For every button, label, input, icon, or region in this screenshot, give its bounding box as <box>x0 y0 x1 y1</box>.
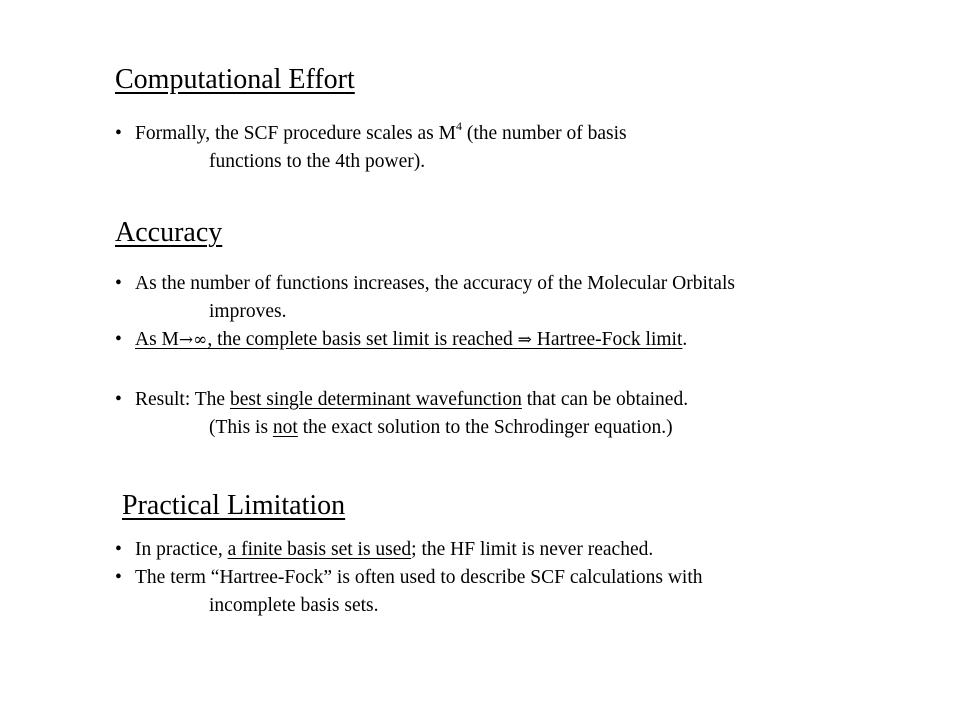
accuracy-text-line2: improves. <box>209 301 287 322</box>
bullet-hartree-fock-term <box>115 564 703 620</box>
scaling-text-post: (the number of basis <box>461 123 627 144</box>
hf-text-b: , the complete basis set limit is reached <box>207 329 518 350</box>
finite-text-underlined: a finite basis set is used <box>227 539 412 560</box>
bullet-result <box>115 386 688 442</box>
infinity-symbol: ∞ <box>193 330 208 350</box>
result-text-post: that can be obtained. <box>521 389 689 410</box>
term-text-line1: The term “Hartree-Fock” is often used to describe SCF calculations with <box>135 567 703 588</box>
arrow-right-icon: → <box>178 330 194 350</box>
bullet-scf-scaling <box>115 120 627 176</box>
bullet-finite-basis <box>115 536 653 564</box>
hf-text-end: . <box>682 329 688 350</box>
bullet-marker: • <box>115 273 122 294</box>
bullet-marker: • <box>115 329 122 350</box>
result-line2-post: the exact solution to the Schrodinger equation.) <box>297 417 673 438</box>
term-text-line2: incomplete basis sets. <box>209 595 379 616</box>
heading-practical-limitation: Practical Limitation <box>122 490 346 521</box>
finite-text-post: ; the HF limit is never reached. <box>411 539 654 560</box>
scaling-text-pre: Formally, the SCF procedure scales as M <box>135 123 456 144</box>
hf-text-c: Hartree-Fock limit <box>531 329 683 350</box>
bullet-marker: • <box>115 567 122 588</box>
result-text-pre: Result: The <box>135 389 230 410</box>
result-line2-underlined: not <box>272 417 298 438</box>
scaling-text-line2: functions to the 4th power). <box>209 151 426 172</box>
accuracy-text-line1: As the number of functions increases, the accuracy of the Molecular Orbitals <box>135 273 735 294</box>
bullet-marker: • <box>115 389 122 410</box>
hf-limit-underlined <box>135 329 682 350</box>
bullet-accuracy-improves <box>115 270 735 326</box>
result-line2-pre: (This is <box>209 417 273 438</box>
bullet-hartree-fock-limit <box>115 326 687 354</box>
finite-text-pre: In practice, <box>135 539 228 560</box>
heading-computational-effort: Computational Effort <box>115 64 355 95</box>
hf-text-a: As M <box>135 329 179 350</box>
heading-accuracy: Accuracy <box>115 217 223 248</box>
scaling-exponent: 4 <box>455 118 462 133</box>
result-text-underlined: best single determinant wavefunction <box>229 389 522 410</box>
bullet-marker: • <box>115 539 122 560</box>
implies-arrow-icon: ⇒ <box>517 330 532 350</box>
bullet-marker: • <box>115 123 122 144</box>
